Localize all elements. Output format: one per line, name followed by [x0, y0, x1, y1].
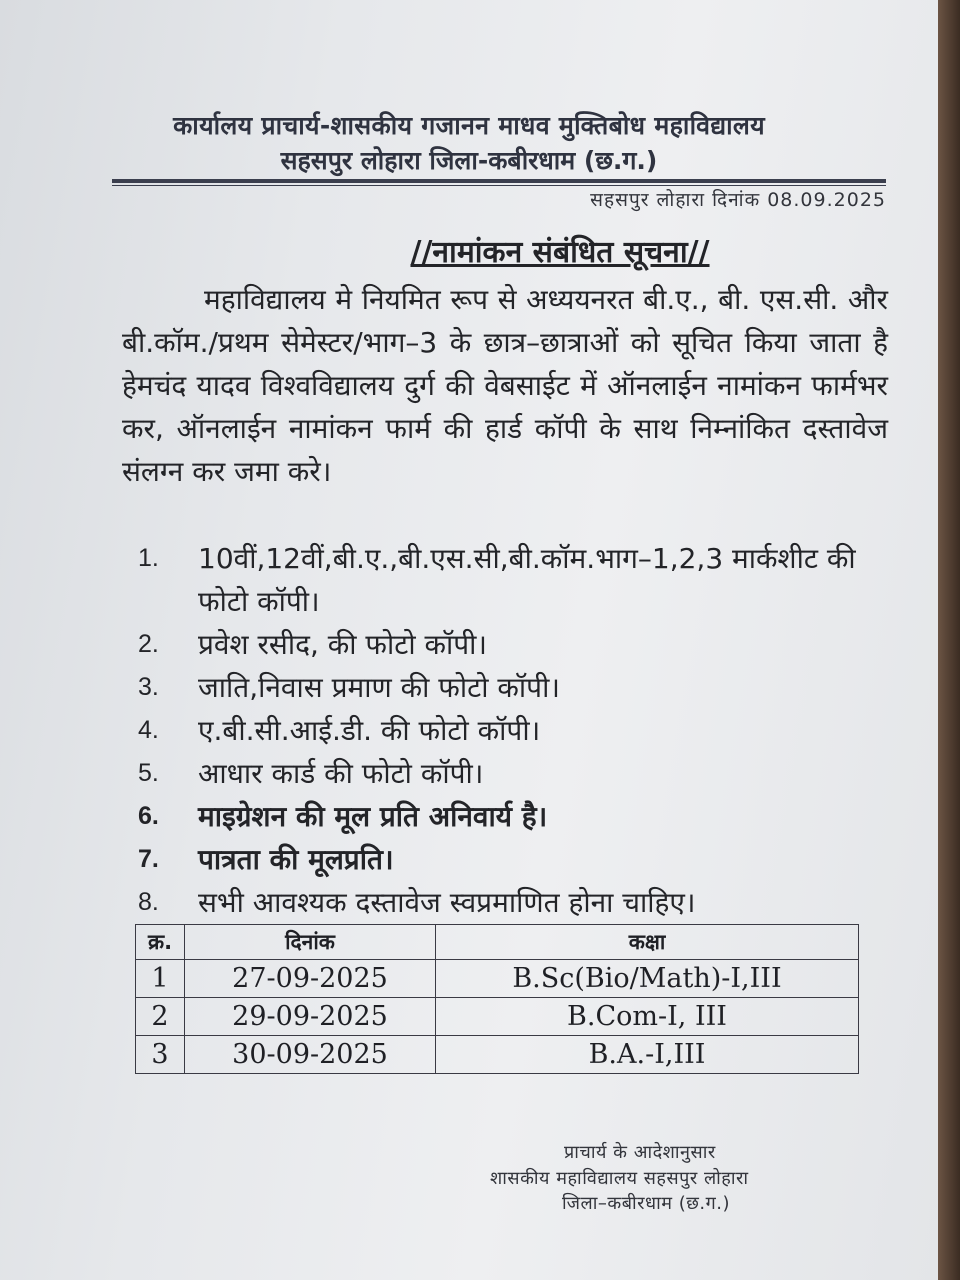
list-item [138, 795, 898, 838]
cell-class: B.Com-I, III [436, 998, 859, 1036]
signature-line-1: प्राचार्य के आदेशानुसार [564, 1142, 716, 1163]
cell-date: 27-09-2025 [185, 960, 436, 998]
item-text: जाति,निवास प्रमाण की फोटो कॉपी। [198, 671, 560, 704]
document-list [138, 537, 898, 924]
cell-serial: 2 [136, 998, 185, 1036]
list-item [138, 537, 898, 623]
notice-paragraph: महाविद्यालय मे नियमित रूप से अध्ययनरत बी.ए., बी. एस.सी. और बी.कॉम./प्रथम सेमेस्टर/भाग–3 के छात्र–छात्राओं को सूचित किया जाता है हेमचंद यादव विश्वविद्यालय दुर्ग की वेबसाईट में ऑनलाईन नामांकन फार्मभर कर, ऑनलाईन नामांकन फार्म की हार्ड कॉपी के साथ निम्नांकित दस्तावेज संलग्न कर जमा करे। [122, 283, 888, 488]
item-text: पात्रता की मूलप्रति। [198, 843, 394, 876]
item-text: 10वीं,12वीं,बी.ए.,बी.एस.सी,बी.कॉम.भाग–1,2,3 मार्कशीट की फोटो कॉपी। [198, 542, 856, 618]
table-header-row [136, 925, 859, 960]
cell-serial: 3 [136, 1036, 185, 1074]
item-number: 7. [138, 845, 159, 873]
list-item [138, 838, 898, 881]
cell-date: 29-09-2025 [185, 998, 436, 1036]
item-number: 8. [138, 888, 159, 916]
header-rule-thick [112, 179, 886, 183]
table-row [136, 960, 859, 998]
item-number: 3. [138, 673, 159, 701]
list-item [138, 666, 898, 709]
item-number: 2. [138, 630, 159, 658]
cell-serial: 1 [136, 960, 185, 998]
cell-class: B.Sc(Bio/Math)-I,III [436, 960, 859, 998]
office-address: सहसपुर लोहारा जिला-कबीरधाम (छ.ग.) [280, 146, 658, 175]
item-number: 4. [138, 716, 159, 744]
header-date: दिनांक [185, 925, 436, 960]
list-item [138, 752, 898, 795]
page-edge-background [938, 0, 960, 1280]
office-header: कार्यालय प्राचार्य-शासकीय गजानन माधव मुक्तिबोध महाविद्यालय [173, 111, 765, 140]
item-number: 6. [138, 802, 159, 830]
item-text: माइग्रेशन की मूल प्रति अनिवार्य है। [198, 800, 548, 833]
item-number: 1. [138, 544, 159, 572]
signature-line-2: शासकीय महाविद्यालय सहसपुर लोहारा [490, 1168, 749, 1189]
notice-title: //नामांकन संबंधित सूचना// [410, 235, 710, 270]
date-line: सहसपुर लोहारा दिनांक 08.09.2025 [590, 189, 886, 211]
header-class: कक्षा [436, 925, 859, 960]
cell-date: 30-09-2025 [185, 1036, 436, 1074]
item-text: सभी आवश्यक दस्तावेज स्वप्रमाणित होना चाहिए। [198, 886, 696, 919]
list-item [138, 881, 898, 924]
signature-line-3: जिला–कबीरधाम (छ.ग.) [562, 1193, 730, 1214]
header-serial: क्र. [136, 925, 185, 960]
item-text: आधार कार्ड की फोटो कॉपी। [198, 757, 484, 790]
schedule-table [135, 924, 859, 1074]
item-text: ए.बी.सी.आई.डी. की फोटो कॉपी। [198, 714, 541, 747]
list-item [138, 709, 898, 752]
item-number: 5. [138, 759, 159, 787]
item-text: प्रवेश रसीद, की फोटो कॉपी। [198, 628, 488, 661]
cell-class: B.A.-I,III [436, 1036, 859, 1074]
list-item [138, 623, 898, 666]
table-row [136, 998, 859, 1036]
table-row [136, 1036, 859, 1074]
